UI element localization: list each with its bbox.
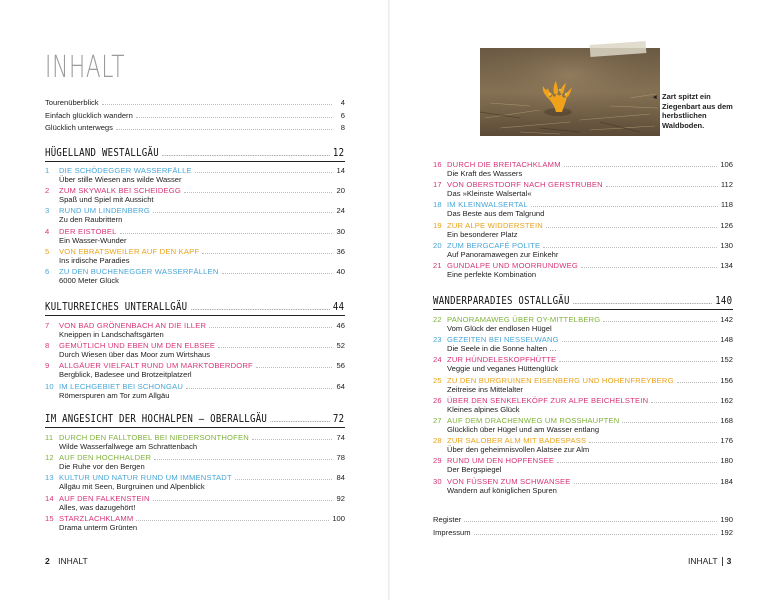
leader-dots bbox=[543, 247, 717, 248]
tour-title: VON BAD GRÖNENBACH AN DIE ILLER bbox=[59, 321, 207, 330]
tour-subtitle: Auf Panoramawegen zur Einkehr bbox=[447, 249, 559, 259]
tour-title: AUF DEN FALKENSTEIN bbox=[59, 493, 150, 503]
section-rule bbox=[433, 309, 733, 310]
toc-entry[interactable] bbox=[433, 515, 733, 524]
tour-entry[interactable] bbox=[433, 200, 733, 218]
tour-page: 130 bbox=[720, 240, 733, 250]
tour-title: DER EISTOBEL bbox=[59, 226, 117, 236]
leader-dots bbox=[202, 253, 332, 254]
leader-dots bbox=[184, 192, 332, 193]
tour-page: 156 bbox=[720, 375, 733, 385]
toc-entry-page: 4 bbox=[340, 98, 345, 107]
tour-subtitle: Bergblick, Badesee und Brotzeitplatzerl bbox=[59, 370, 192, 380]
toc-entry[interactable] bbox=[433, 528, 733, 537]
tour-page: 84 bbox=[336, 473, 345, 483]
tour-subtitle: Ein besonderer Platz bbox=[447, 229, 518, 239]
tour-subtitle: Alles, was dazugehört! bbox=[59, 502, 136, 512]
tour-number: 4 bbox=[45, 226, 50, 236]
section-page: 12 bbox=[332, 147, 345, 159]
tour-entry[interactable] bbox=[433, 221, 733, 239]
tour-title: ZUR SALOBER ALM MIT BADESPASS bbox=[447, 436, 587, 446]
tour-page: 152 bbox=[720, 355, 733, 365]
tour-title: STARZLACHKLAMM bbox=[59, 513, 134, 523]
leader-dots bbox=[256, 367, 332, 368]
tour-title: ZUM SKYWALK BEI SCHEIDEGG bbox=[59, 186, 182, 196]
tour-entry[interactable] bbox=[433, 416, 733, 434]
toc-entry-title: Impressum bbox=[433, 527, 471, 537]
tour-number: 28 bbox=[433, 436, 442, 446]
caption-arrow-icon: ◂ bbox=[653, 94, 657, 101]
tour-page: 36 bbox=[336, 246, 345, 256]
tour-page: 74 bbox=[336, 433, 345, 442]
tour-entry[interactable] bbox=[45, 267, 345, 285]
section-rule bbox=[45, 427, 345, 428]
tour-number: 3 bbox=[45, 206, 50, 216]
tour-entry[interactable] bbox=[45, 186, 345, 204]
tour-title: DIE SCHÖDEGGER WASSERFÄLLE bbox=[59, 166, 192, 175]
footer-divider bbox=[722, 557, 723, 566]
tour-title: VON FÜSSEN ZUM SCHWANSEE bbox=[447, 476, 571, 486]
caption-text: Zart spitzt ein Ziegenbart aus dem herbstlichen Waldboden. bbox=[662, 92, 733, 130]
tour-page: 78 bbox=[336, 453, 345, 463]
footer-left bbox=[45, 556, 88, 566]
tour-subtitle: Römerspuren am Tor zum Allgäu bbox=[59, 390, 170, 400]
mushroom-photo bbox=[480, 48, 660, 136]
page-fold bbox=[388, 0, 390, 600]
leader-dots bbox=[136, 520, 329, 521]
leader-dots bbox=[154, 459, 332, 460]
page-title: INHALT bbox=[45, 50, 126, 85]
leader-dots bbox=[562, 341, 718, 342]
tour-page: 168 bbox=[720, 416, 733, 425]
tour-entry[interactable] bbox=[433, 355, 733, 373]
tour-entry[interactable] bbox=[433, 436, 733, 454]
tour-title: RUND UM DEN HOPFENSEE bbox=[447, 456, 555, 466]
section-page: 44 bbox=[332, 301, 345, 313]
tour-page: 106 bbox=[720, 160, 733, 169]
tour-entry[interactable] bbox=[45, 247, 345, 265]
tour-subtitle: Die Kraft des Wassers bbox=[447, 169, 523, 178]
page-number-left: 2 bbox=[45, 556, 50, 566]
tour-number: 2 bbox=[45, 186, 50, 196]
section-page: 140 bbox=[715, 295, 733, 307]
leader-dots bbox=[557, 462, 717, 463]
toc-entry-page: 192 bbox=[720, 527, 733, 537]
tour-title: IM LECHGEBIET BEI SCHONGAU bbox=[59, 381, 184, 391]
tour-title: VON EBRATSWEILER AUF DEN KAPF bbox=[59, 246, 200, 256]
section-rule bbox=[45, 315, 345, 316]
toc-entry-title: Register bbox=[433, 515, 462, 524]
tour-entry[interactable] bbox=[433, 477, 733, 495]
leader-dots bbox=[102, 104, 332, 105]
tour-title: ZU DEN BURGRUINEN EISENBERG UND HOHENFREYBERG bbox=[447, 375, 674, 385]
tour-page: 148 bbox=[720, 335, 733, 345]
tour-entry[interactable] bbox=[45, 494, 345, 512]
tour-subtitle: Spaß und Spiel mit Aussicht bbox=[59, 195, 154, 205]
tour-number: 9 bbox=[45, 361, 50, 371]
tour-subtitle: Eine perfekte Kombination bbox=[447, 270, 537, 279]
tour-number: 23 bbox=[433, 335, 442, 345]
tour-title: GEMÜTLICH UND EBEN UM DEN ELBSEE bbox=[59, 341, 216, 351]
tour-entry[interactable] bbox=[45, 206, 345, 224]
section-heading[interactable] bbox=[45, 147, 345, 162]
section-page: 72 bbox=[332, 413, 345, 425]
forest-floor-image bbox=[480, 48, 660, 136]
tour-subtitle: Allgäu mit Seen, Burgruinen und Alpenblick bbox=[59, 482, 205, 492]
tour-entry[interactable] bbox=[45, 514, 345, 532]
toc-entry[interactable] bbox=[45, 98, 345, 107]
tour-entry[interactable] bbox=[45, 361, 345, 379]
leader-dots bbox=[573, 303, 712, 304]
leader-dots bbox=[589, 442, 717, 443]
tour-title: ZUR HÜNDELESKOPFHÜTTE bbox=[447, 355, 557, 365]
tour-entry[interactable] bbox=[433, 315, 733, 333]
tour-subtitle: Ein Wasser-Wunder bbox=[59, 235, 127, 245]
tour-page: 14 bbox=[336, 166, 345, 175]
leader-dots bbox=[546, 227, 717, 228]
toc-entry-page: 190 bbox=[720, 515, 733, 524]
tour-title: IM KLEINWALSERTAL bbox=[447, 200, 528, 210]
leader-dots bbox=[581, 267, 717, 268]
tour-subtitle: Das Beste aus dem Talgrund bbox=[447, 209, 545, 219]
tour-number: 25 bbox=[433, 375, 442, 385]
leader-dots bbox=[622, 422, 717, 423]
tour-entry[interactable] bbox=[433, 261, 733, 279]
leader-dots bbox=[191, 309, 330, 310]
tour-page: 126 bbox=[720, 220, 733, 230]
tour-subtitle: Über den geheimnisvollen Alatsee zur Alm bbox=[447, 445, 590, 455]
toc-entry-title: Tourenüberblick bbox=[45, 98, 99, 107]
tour-page: 64 bbox=[336, 381, 345, 391]
tour-entry[interactable] bbox=[433, 335, 733, 353]
tour-number: 10 bbox=[45, 381, 54, 391]
section-title: IM ANGESICHT DER HOCHALPEN – OBERALLGÄU bbox=[45, 413, 268, 425]
page-number-right: 3 bbox=[726, 556, 732, 566]
tour-number: 19 bbox=[433, 220, 442, 230]
tour-page: 162 bbox=[720, 395, 733, 405]
leader-dots bbox=[235, 479, 332, 480]
leader-dots bbox=[531, 206, 718, 207]
leader-dots bbox=[136, 117, 332, 118]
tour-subtitle: Durch Wiesen über das Moor zum Wirtshaus bbox=[59, 350, 211, 360]
leader-dots bbox=[209, 327, 332, 328]
tour-page: 142 bbox=[720, 315, 733, 324]
leader-dots bbox=[603, 321, 717, 322]
toc-entry-page: 6 bbox=[340, 110, 345, 120]
tour-title: AUF DEN HOCHHALDER bbox=[59, 453, 152, 463]
leader-dots bbox=[116, 129, 332, 130]
tour-number: 5 bbox=[45, 246, 50, 256]
tour-title: DURCH DEN FALLTOBEL BEI NIEDERSONTHOFEN bbox=[59, 433, 249, 442]
tour-entry[interactable] bbox=[45, 453, 345, 471]
tour-number: 12 bbox=[45, 453, 54, 463]
tour-subtitle: Zeitreise ins Mittelalter bbox=[447, 384, 523, 394]
tour-title: RUND UM LINDENBERG bbox=[59, 206, 150, 216]
running-head-left: INHALT bbox=[58, 556, 88, 566]
leader-dots bbox=[222, 273, 332, 274]
tour-number: 13 bbox=[45, 473, 54, 483]
tour-entry[interactable] bbox=[433, 241, 733, 259]
tour-subtitle: Der Bergspiegel bbox=[447, 465, 502, 475]
tour-subtitle: Kleines alpines Glück bbox=[447, 404, 520, 414]
tour-number: 20 bbox=[433, 240, 442, 250]
tour-title: ZU DEN BUCHENEGGER WASSERFÄLLEN bbox=[59, 267, 219, 276]
photo-caption bbox=[653, 92, 736, 130]
leader-dots bbox=[195, 172, 332, 173]
tour-page: 40 bbox=[336, 267, 345, 276]
tour-entry[interactable] bbox=[45, 321, 345, 339]
tour-page: 112 bbox=[720, 180, 733, 190]
tour-entry[interactable] bbox=[433, 376, 733, 394]
leader-dots bbox=[677, 382, 718, 383]
tour-entry[interactable] bbox=[45, 382, 345, 400]
tour-page: 30 bbox=[336, 226, 345, 236]
tour-page: 46 bbox=[336, 321, 345, 330]
footer-right bbox=[688, 556, 731, 566]
leader-dots bbox=[162, 155, 329, 156]
tour-page: 134 bbox=[720, 261, 733, 270]
tour-entry[interactable] bbox=[45, 227, 345, 245]
leader-dots bbox=[574, 483, 718, 484]
toc-entry-title: Einfach glücklich wandern bbox=[45, 110, 133, 120]
tour-subtitle: Drama unterm Grünten bbox=[59, 522, 138, 532]
tour-page: 52 bbox=[336, 341, 345, 351]
tour-subtitle: Kneippen in Landschaftsgärten bbox=[59, 330, 164, 339]
tour-title: AUF DEM DRACHENWEG UM ROSSHAUPTEN bbox=[447, 416, 620, 425]
tour-page: 118 bbox=[720, 200, 733, 210]
leader-dots bbox=[252, 439, 332, 440]
leader-dots bbox=[464, 521, 717, 522]
tour-page: 24 bbox=[336, 206, 345, 216]
leader-dots bbox=[606, 186, 718, 187]
tour-subtitle: Glücklich über Hügel und am Wasser entlang bbox=[447, 425, 600, 434]
tour-number: 11 bbox=[45, 433, 54, 442]
section-title: HÜGELLAND WESTALLGÄU bbox=[45, 147, 159, 159]
leader-dots bbox=[271, 421, 330, 422]
section-heading[interactable] bbox=[433, 295, 733, 310]
tour-entry[interactable] bbox=[45, 473, 345, 491]
tour-title: KULTUR UND NATUR RUND UM IMMENSTADT bbox=[59, 473, 232, 483]
section-heading[interactable] bbox=[45, 413, 345, 428]
leader-dots bbox=[559, 361, 717, 362]
tour-subtitle: Die Seele in die Sonne halten … bbox=[447, 344, 557, 354]
tour-page: 100 bbox=[332, 513, 345, 523]
tour-subtitle: Die Ruhe vor den Bergen bbox=[59, 462, 145, 472]
tour-title: GEZEITEN BEI NESSELWANG bbox=[447, 335, 559, 345]
tour-entry[interactable] bbox=[433, 180, 733, 198]
tour-page: 176 bbox=[720, 436, 733, 446]
tour-number: 24 bbox=[433, 355, 442, 365]
section-heading[interactable] bbox=[45, 301, 345, 316]
tour-subtitle: Vom Glück der endlosen Hügel bbox=[447, 324, 552, 333]
leader-dots bbox=[186, 388, 332, 389]
tour-subtitle: 6000 Meter Glück bbox=[59, 276, 119, 285]
tour-number: 29 bbox=[433, 456, 442, 466]
tour-title: VON OBERSTDORF NACH GERSTRUBEN bbox=[447, 180, 603, 190]
tour-subtitle: Zu den Raubrittern bbox=[59, 215, 123, 225]
tour-subtitle: Ins irdische Paradies bbox=[59, 255, 130, 265]
tour-number: 17 bbox=[433, 180, 442, 190]
tour-number: 26 bbox=[433, 395, 442, 405]
leader-dots bbox=[218, 347, 332, 348]
tour-number: 16 bbox=[433, 160, 442, 169]
section-rule bbox=[45, 161, 345, 162]
tour-title: DURCH DIE BREITACHKLAMM bbox=[447, 160, 561, 169]
leader-dots bbox=[474, 534, 718, 535]
tour-entry[interactable] bbox=[45, 166, 345, 184]
leader-dots bbox=[153, 500, 332, 501]
tour-number: 27 bbox=[433, 416, 442, 425]
leader-dots bbox=[120, 233, 332, 234]
tour-subtitle: Veggie und veganes Hüttenglück bbox=[447, 364, 559, 374]
tour-subtitle: Wilde Wasserfallwege am Schrattenbach bbox=[59, 442, 198, 451]
tour-number: 6 bbox=[45, 267, 50, 276]
tour-number: 1 bbox=[45, 166, 50, 175]
toc-entry[interactable] bbox=[45, 123, 345, 132]
section-title: KULTURREICHES UNTERALLGÄU bbox=[45, 301, 188, 313]
toc-entry-page: 8 bbox=[340, 123, 345, 132]
tour-entry[interactable] bbox=[433, 160, 733, 178]
tour-page: 20 bbox=[336, 186, 345, 196]
toc-entry-title: Glücklich unterwegs bbox=[45, 123, 113, 132]
tour-title: ZUR ALPE WIDDERSTEIN bbox=[447, 220, 543, 230]
tour-title: ÜBER DEN SENKELEKÖPF ZUR ALPE BEICHELSTEIN bbox=[447, 395, 649, 405]
tour-entry[interactable] bbox=[433, 456, 733, 474]
tour-page: 92 bbox=[336, 493, 345, 503]
tour-number: 30 bbox=[433, 476, 442, 486]
tour-number: 15 bbox=[45, 513, 54, 523]
running-head-right: INHALT bbox=[688, 556, 718, 566]
tour-entry[interactable] bbox=[45, 433, 345, 451]
tour-entry[interactable] bbox=[433, 396, 733, 414]
toc-entry[interactable] bbox=[45, 111, 345, 120]
left-page bbox=[45, 0, 345, 600]
tour-subtitle: Über stille Wiesen ans wilde Wasser bbox=[59, 175, 182, 184]
tour-page: 180 bbox=[720, 456, 733, 466]
tour-title: ZUM BERGCAFÉ POLITE bbox=[447, 240, 541, 250]
tour-title: ALLGÄUER VIELFALT RUND UM MARKTOBERDORF bbox=[59, 361, 253, 371]
tour-number: 21 bbox=[433, 261, 442, 270]
tour-subtitle: Das »Kleinste Walsertal« bbox=[447, 189, 532, 199]
leader-dots bbox=[564, 166, 718, 167]
tour-number: 22 bbox=[433, 315, 442, 324]
tour-title: PANORAMAWEG ÜBER OY-MITTELBERG bbox=[447, 315, 601, 324]
tour-number: 7 bbox=[45, 321, 50, 330]
leader-dots bbox=[153, 212, 332, 213]
tour-number: 8 bbox=[45, 341, 50, 351]
tour-title: GUNDALPE UND MOORRUNDWEG bbox=[447, 261, 578, 270]
tour-subtitle: Wandern auf königlichen Spuren bbox=[447, 485, 557, 495]
tour-page: 56 bbox=[336, 361, 345, 371]
leader-dots bbox=[651, 402, 717, 403]
tour-page: 184 bbox=[720, 476, 733, 486]
tour-entry[interactable] bbox=[45, 341, 345, 359]
tour-number: 14 bbox=[45, 493, 54, 503]
section-title: WANDERPARADIES OSTALLGÄU bbox=[433, 295, 570, 307]
tour-number: 18 bbox=[433, 200, 442, 210]
